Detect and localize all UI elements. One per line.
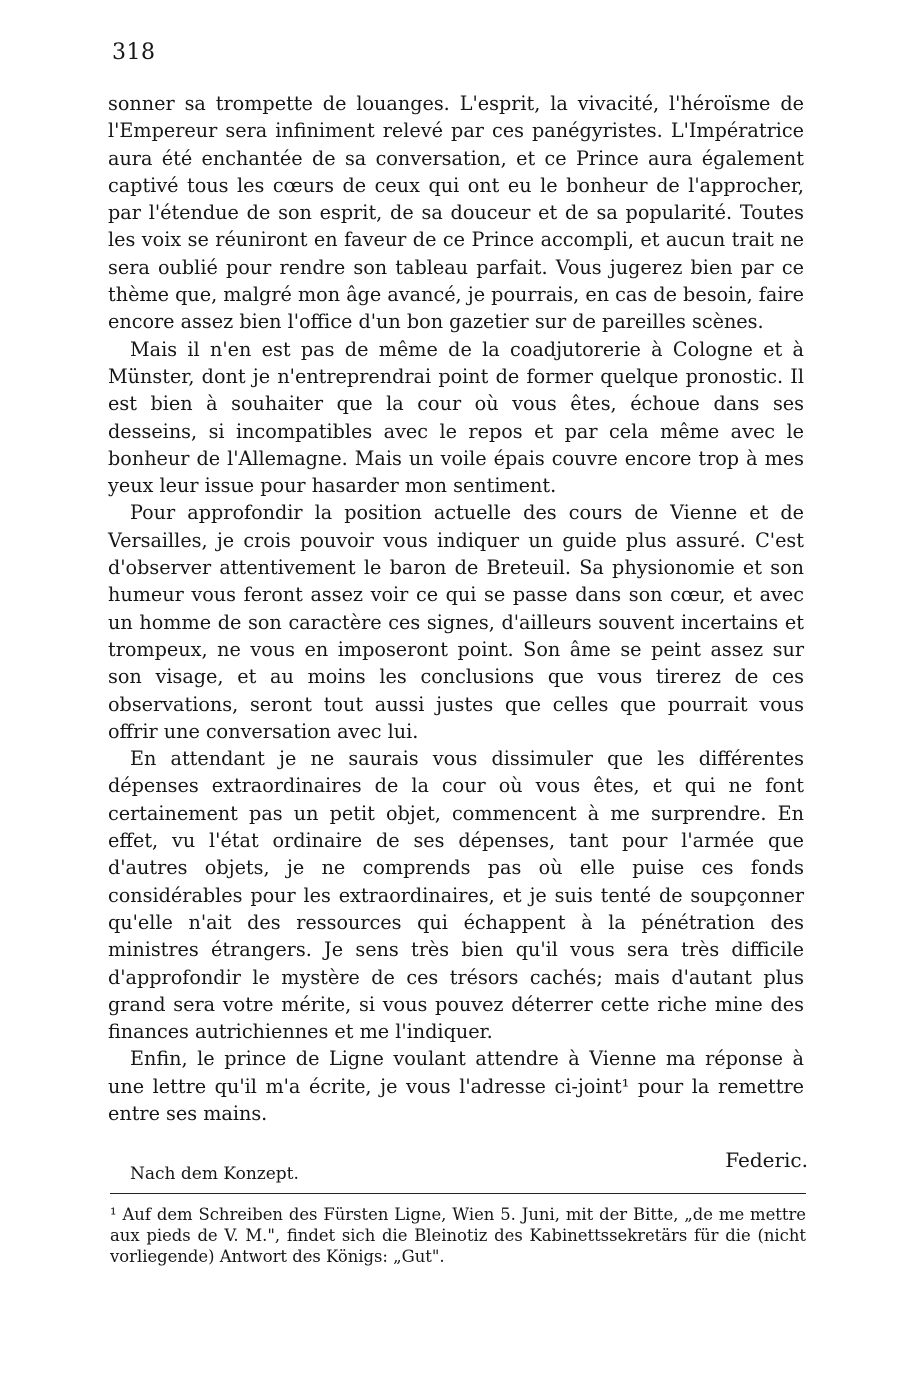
paragraph-3: Pour approfondir la position actuelle des cours de Vienne et de Versailles, je crois pouvoir vous indiquer un guide plus assuré. C'est d'observer attentivement le baron de Breteuil. Sa physionomie et son humeur vous feront assez voir ce qui se passe dans son cœur, et avec un homme de son caractère ces signes, d'ailleurs souvent incertains et trompeux, ne vous en imposeront point. Son âme se peint assez sur son visage, et au moins les conclusions que vous tirerez de ces observations, seront tout aussi justes que celles que pourrait vous offrir une conversation avec lui. — [108, 501, 804, 743]
footnote: ¹ Auf dem Schreiben des Fürsten Ligne, Wien 5. Juni, mit der Bitte, „de me mettre aux pieds de V. M.", findet sich die Bleinotiz des Kabinettssekretärs für die (nicht vorliegende) Antwort des Königs: „Gut". — [110, 1205, 806, 1266]
paragraph-4: En attendant je ne saurais vous dissimuler que les différentes dépenses extraordinaires de la cour où vous êtes, et qui ne font certainement pas un petit objet, commencent à me surprendre. En effet, vu l'état ordinaire de ses dépenses, tant pour l'armée que d'autres objets, je ne comprends pas où elle puise ces fonds considérables pour les extraordinaires, et je suis tenté de soupçonner qu'elle n'ait des ressources qui échappent à la pénétration des ministres étrangers. Je sens très bien qu'il vous sera très difficile d'approfondir le mystère de ces trésors cachés; mais d'autant plus grand sera votre mérite, si vous pouvez déterrer cette riche mine des finances autrichiennes et me l'indiquer. — [108, 747, 804, 1044]
letter-body — [108, 90, 804, 1127]
page-number: 318 — [112, 40, 156, 65]
footnote-divider — [110, 1193, 806, 1194]
paragraph-2: Mais il n'en est pas de même de la coadjutorerie à Cologne et à Münster, dont je n'entreprendrai point de former quelque pronostic. Il est bien à souhaiter que la cour où vous êtes, échoue dans ses desseins, si incompatibles avec le repos et par cela même avec le bonheur de l'Allemagne. Mais un voile épais couvre encore trop à mes yeux leur issue pour hasarder mon sentiment. — [108, 337, 804, 498]
signature: Federic. — [725, 1148, 808, 1172]
paragraph-5: Enfin, le prince de Ligne voulant attendre à Vienne ma réponse à une lettre qu'il m'a écrite, je vous l'adresse ci-joint¹ pour la remettre entre ses mains. — [108, 1047, 804, 1125]
paragraph-1: sonner sa trompette de louanges. L'esprit, la vivacité, l'héroïsme de l'Empereur sera infiniment relevé par ces panégyristes. L'Impératrice aura été enchantée de sa conversation, et ce Prince aura également captivé tous les cœurs de ceux qui ont eu le bonheur de l'approcher, par l'étendue de son esprit, de sa douceur et de sa popularité. Toutes les voix se réuniront en faveur de ce Prince accompli, et aucun trait ne sera oublié pour rendre son tableau parfait. Vous jugerez bien par ce thème que, malgré mon âge avancé, je pourrais, en cas de besoin, faire encore assez bien l'office d'un bon gazetier sur de pareilles scènes. — [108, 92, 804, 334]
source-note: Nach dem Konzept. — [130, 1164, 299, 1184]
